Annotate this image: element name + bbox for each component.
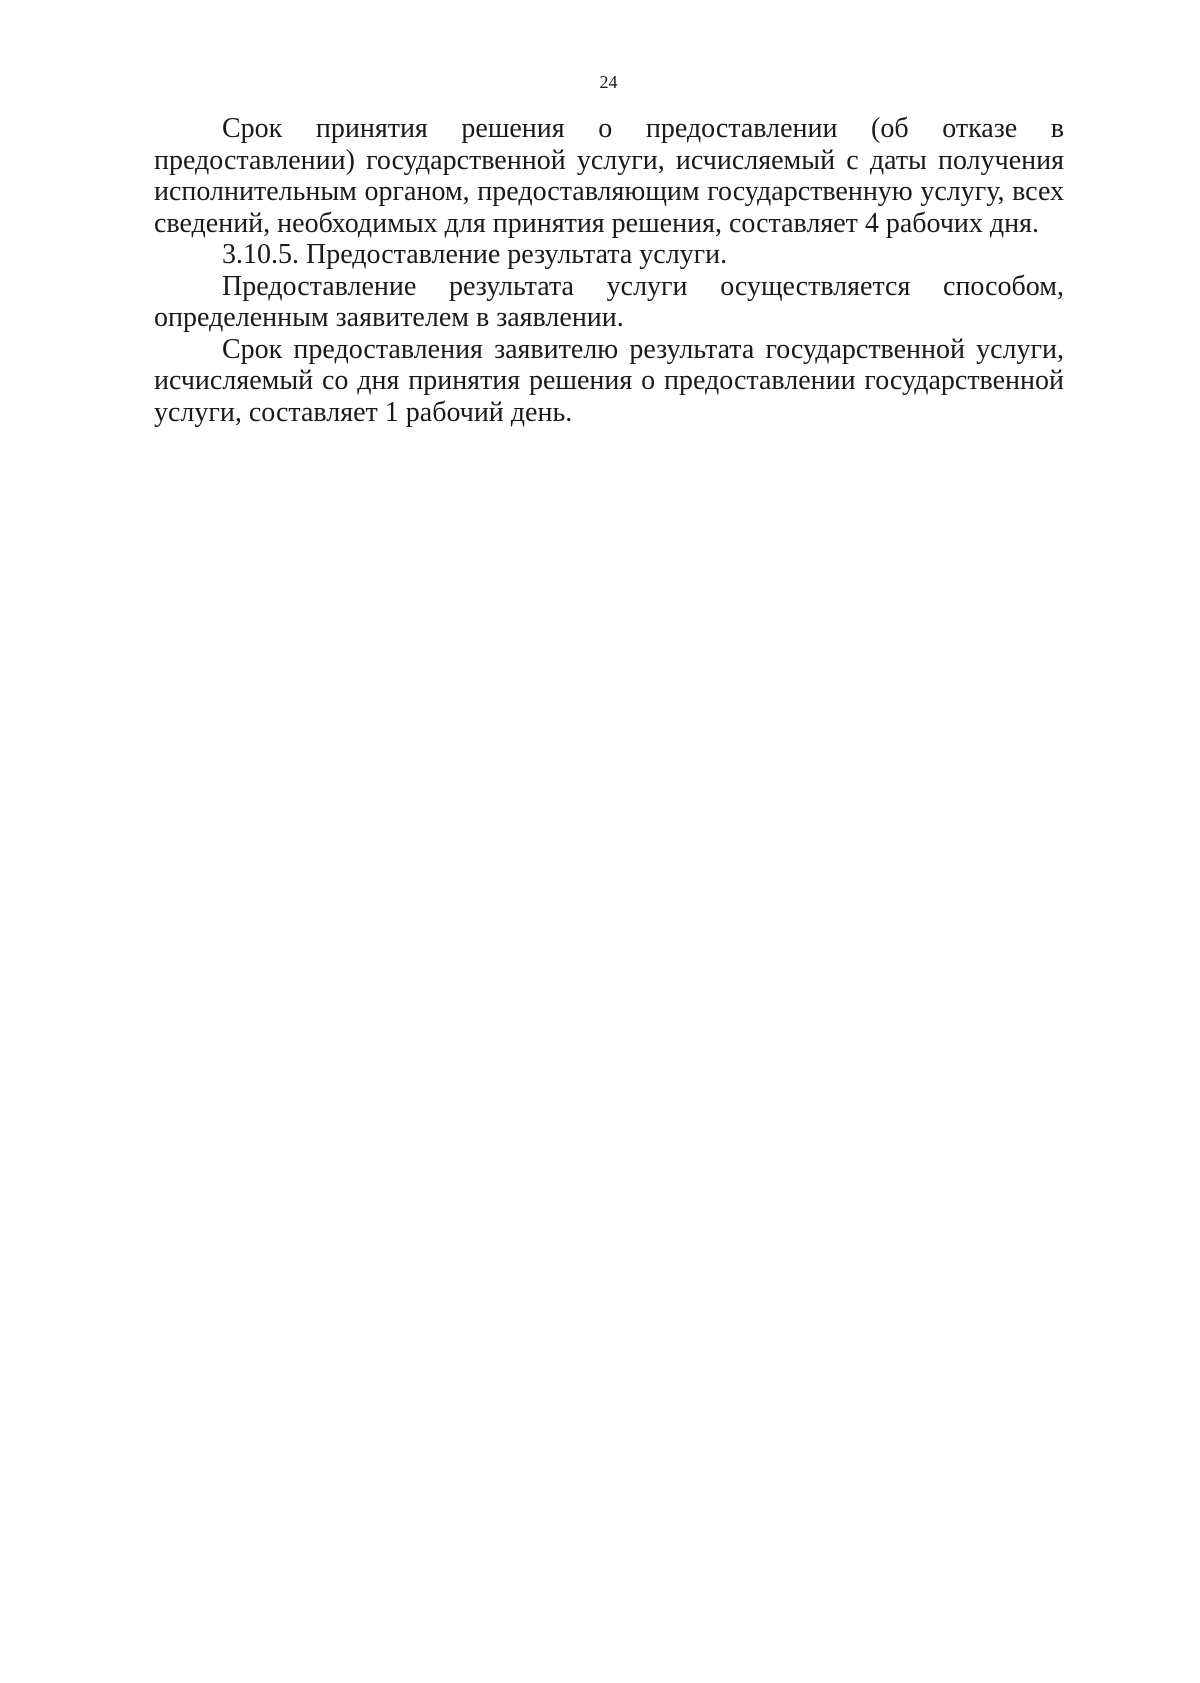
paragraph-result-method: Предоставление результата услуги осуществляется способом, определенным заявителем в заявлении. xyxy=(154,270,1064,333)
section-heading-3-10-5: 3.10.5. Предоставление результата услуги. xyxy=(222,239,728,270)
paragraph-result-deadline: Срок предоставления заявителю результата государственной услуги, исчисляемый со дня принятия решения о предоставлении государственной услуги, составляет 1 рабочий день. xyxy=(154,333,1064,428)
paragraph-decision-deadline: Срок принятия решения о предоставлении (об отказе в предоставлении) государственной услуги, исчисляемый с даты получения исполнительным органом, предоставляющим государственную услугу, всех сведений, необходимых для принятия решения, составляет 4 рабочих дня. xyxy=(154,113,1064,239)
document-body xyxy=(154,113,1064,428)
page-number: 24 xyxy=(599,72,618,92)
